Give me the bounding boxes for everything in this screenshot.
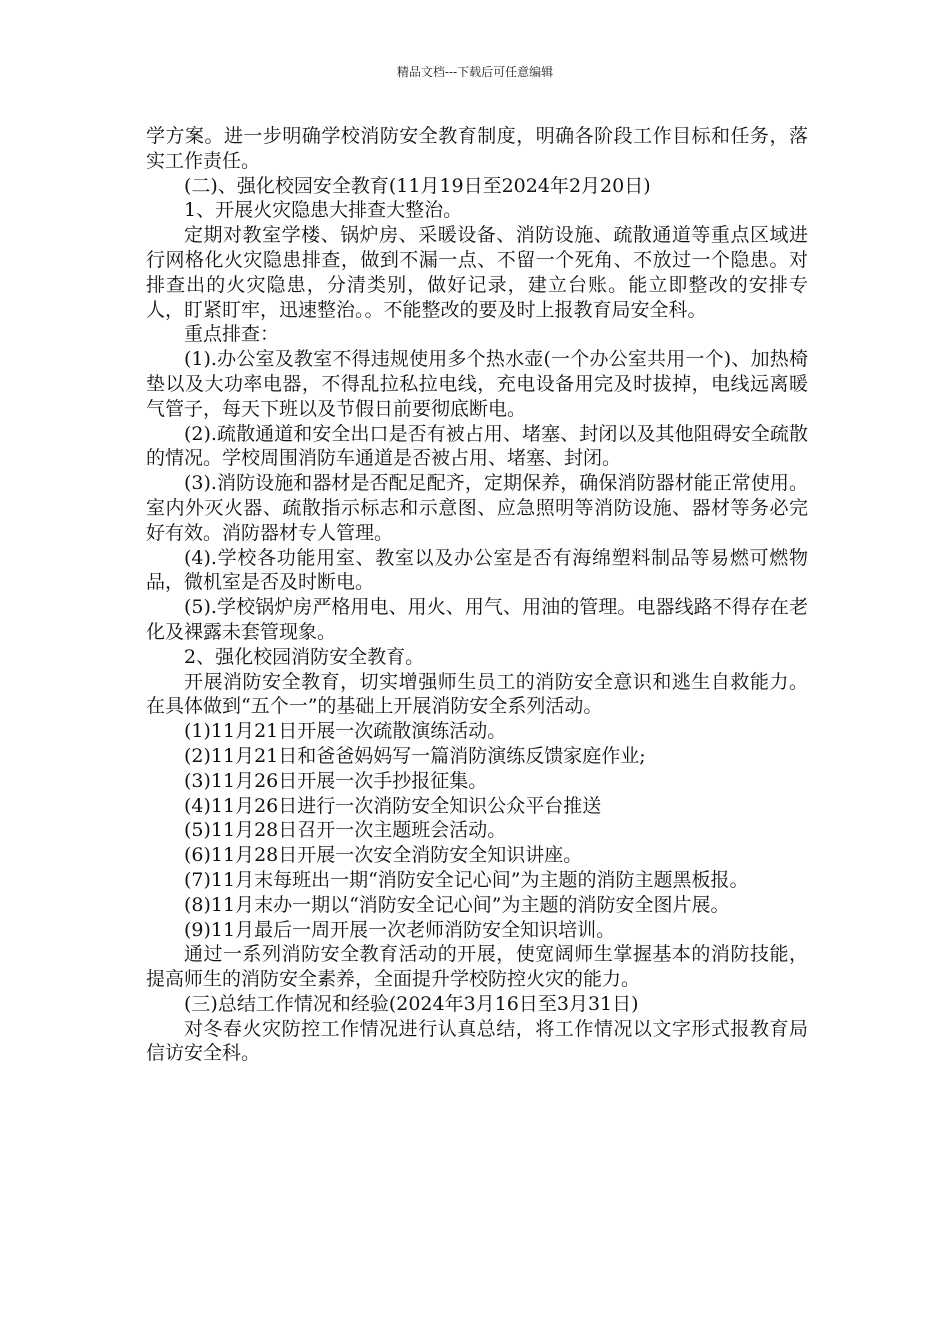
paragraph: (4)11月26日进行一次消防安全知识公众平台推送 — [184, 794, 602, 817]
paragraph: 通过一系列消防安全教育活动的开展，使宽阔师生掌握基本的消防技能，提高师生的消防安全素养，全面提升学校防控火灾的能力。 — [146, 943, 808, 991]
paragraph: (二)、强化校园安全教育(11月19日至2024年2月20日) — [184, 174, 651, 197]
paragraph: 重点排查： — [184, 323, 280, 346]
paragraph: (三)总结工作情况和经验(2024年3月16日至3月31日) — [184, 992, 639, 1015]
paragraph: (4).学校各功能用室、教室以及办公室是否有海绵塑料制品等易燃可燃物品，微机室是否及时断电。 — [146, 546, 808, 594]
paragraph: (1).办公室及教室不得违规使用多个热水壶(一个办公室共用一个)、加热椅垫以及大功率电器，不得乱拉私拉电线，充电设备用完及时拔掉，电线远离暖气管子，每天下班以及节假日前要彻底断电。 — [146, 348, 808, 420]
paragraph: (8)11月末办一期以“消防安全记心间”为主题的消防安全图片展。 — [184, 893, 730, 916]
paragraph: (9)11月最后一周开展一次老师消防安全知识培训。 — [184, 918, 616, 941]
paragraph: (2)11月21日和爸爸妈妈写一篇消防演练反馈家庭作业; — [184, 744, 646, 767]
paragraph: (6)11月28日开展一次安全消防安全知识讲座。 — [184, 844, 583, 867]
document-body — [146, 124, 808, 1066]
paragraph: 开展消防安全教育，切实增强师生员工的消防安全意识和逃生自救能力。在具体做到“五个一”的基础上开展消防安全系列活动。 — [146, 670, 808, 718]
paragraph: 1、开展火灾隐患大排查大整治。 — [184, 199, 463, 222]
paragraph: (7)11月末每班出一期“消防安全记心间”为主题的消防主题黑板报。 — [184, 868, 749, 891]
paragraph: 学方案。进一步明确学校消防安全教育制度，明确各阶段工作目标和任务，落实工作责任。 — [146, 125, 808, 172]
paragraph: (3).消防设施和器材是否配足配齐，定期保养，确保消防器材能正常使用。室内外灭火器、疏散指示标志和示意图、应急照明等消防设施、器材等务必完好有效。消防器材专人管理。 — [146, 472, 808, 544]
paragraph: 对冬春火灾防控工作情况进行认真总结，将工作情况以文字形式报教育局信访安全科。 — [146, 1017, 808, 1065]
paragraph: (1)11月21日开展一次疏散演练活动。 — [184, 720, 507, 743]
paragraph: (5).学校锅炉房严格用电、用火、用气、用油的管理。电器线路不得存在老化及裸露未套管现象。 — [146, 596, 808, 643]
paragraph: (3)11月26日开展一次手抄报征集。 — [184, 769, 488, 792]
page-header: 精品文档---下载后可任意编辑 — [396, 65, 554, 79]
paragraph: (2).疏散通道和安全出口是否有被占用、堵塞、封闭以及其他阻碍安全疏散的情况。学校周围消防车通道是否被占用、堵塞、封闭。 — [146, 422, 808, 470]
paragraph: 2、强化校园消防安全教育。 — [184, 645, 425, 668]
paragraph: (5)11月28日召开一次主题班会活动。 — [184, 819, 507, 842]
paragraph: 定期对教室学楼、锅炉房、采暖设备、消防设施、疏散通道等重点区域进行网格化火灾隐患排查，做到不漏一点、不留一个死角、不放过一个隐患。对排查出的火灾隐患，分清类别，做好记录，建立台账。能立即整改的安排专人，盯紧盯牢，迅速整治。。不能整改的要及时上报教育局安全科。 — [146, 224, 808, 321]
